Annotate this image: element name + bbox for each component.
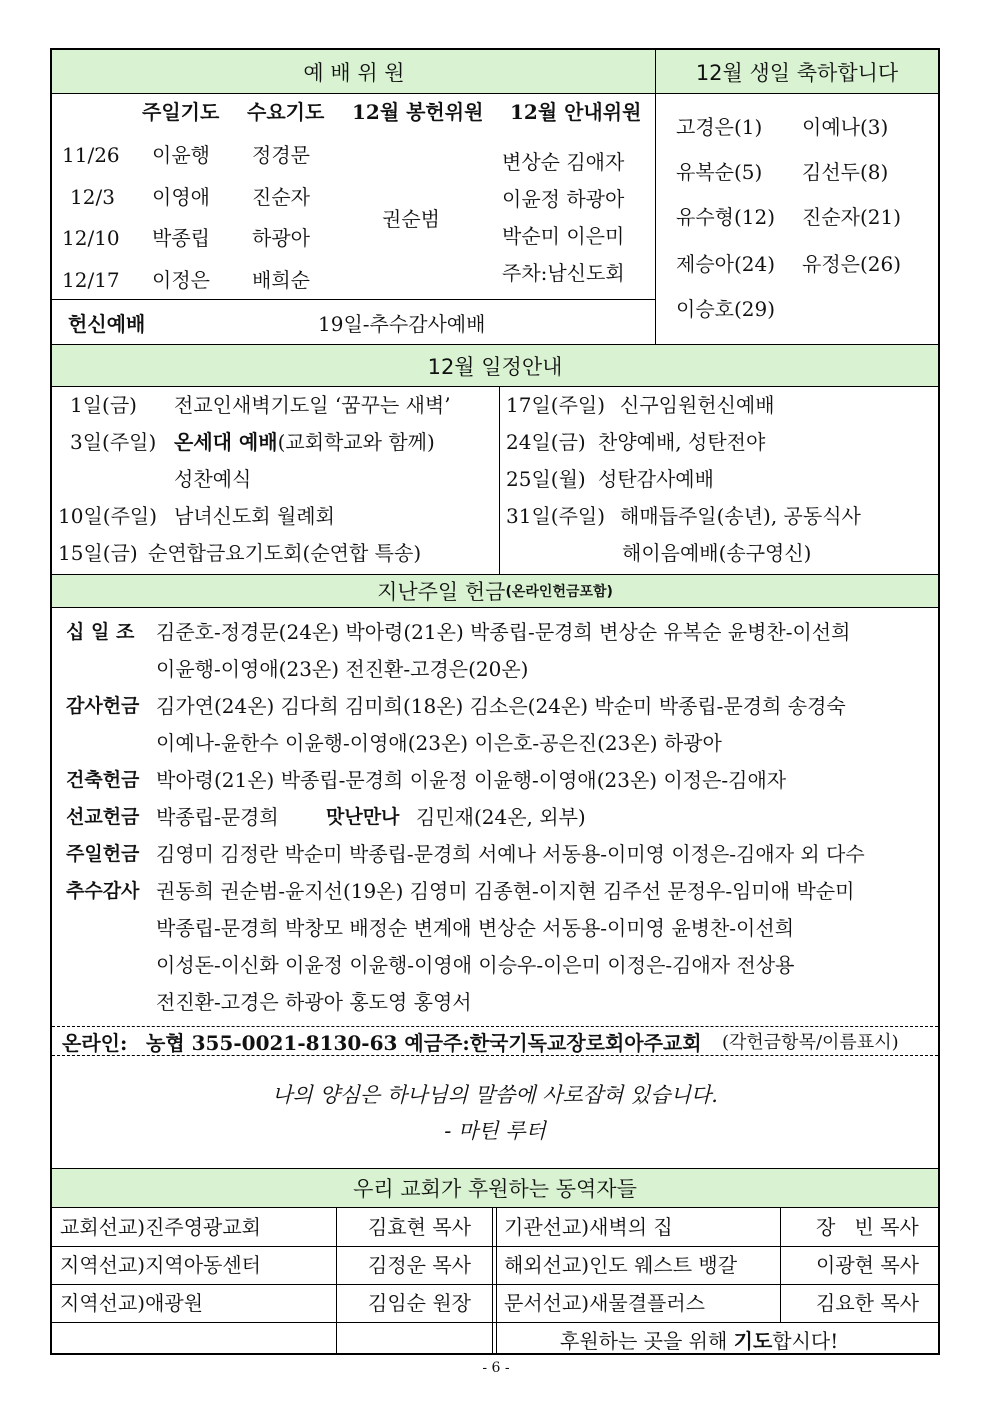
support-org: 지역선교)애광원 — [60, 1291, 204, 1315]
schedule-event-rest: (교회학교와 함께) — [277, 430, 435, 454]
schedule-date: 24일(금) — [506, 430, 586, 454]
divider — [52, 1284, 938, 1285]
divider — [52, 299, 656, 300]
harvest-line: 박종립-문경희 박창모 배정순 변계애 변상순 서동용-이미영 윤병찬-이선희 — [156, 916, 795, 940]
guide-line: 주차:남신도회 — [502, 261, 625, 285]
building-label: 건축헌금 — [66, 769, 140, 791]
online-account: 농협 355-0021-8130-63 예금주:한국기독교장로회아주교회 — [146, 1031, 702, 1055]
dedication-value: 19일-추수감사예배 — [318, 312, 486, 336]
bulletin-page — [50, 48, 940, 1355]
offering-header-note: (온라인헌금포함) — [505, 584, 613, 600]
schedule-event: 순연합금요기도회(순연합 특송) — [148, 541, 422, 565]
birthday-name: 진순자(21) — [802, 205, 902, 229]
divider — [52, 1322, 938, 1323]
support-person: 이광현 목사 — [816, 1253, 919, 1277]
birthday-name: 김선두(8) — [802, 160, 889, 184]
birthday-name: 유복순(5) — [676, 160, 763, 184]
birthday-name: 고경은(1) — [676, 115, 763, 139]
schedule-event: 전교인새벽기도일 ‘꿈꾸는 새벽’ — [174, 393, 451, 417]
first-offering-line: 김민재(24온, 외부) — [416, 805, 586, 829]
tithe-label: 십 일 조 — [66, 621, 135, 643]
worship-header-text: 예 배 위 원 — [303, 60, 405, 85]
schedule-date: 10일(주일) — [58, 504, 158, 528]
harvest-label: 추수감사 — [66, 880, 140, 902]
schedule-event: 성찬예식 — [174, 467, 252, 491]
schedule-date: 1일(금) — [70, 393, 137, 417]
row-sunday: 이영애 — [152, 185, 210, 209]
harvest-line: 전진환-고경은 하광아 홍도영 홍영서 — [156, 990, 472, 1014]
support-org: 지역선교)지역아동센터 — [60, 1253, 262, 1277]
divider — [52, 1026, 938, 1027]
support-org: 교회선교)진주영광교회 — [60, 1215, 262, 1239]
thanks-label: 감사헌금 — [66, 695, 140, 717]
offering-header-text: 지난주일 헌금 — [377, 580, 506, 604]
quote-text: 나의 양심은 하나님의 말씀에 사로잡혀 있습니다. — [272, 1083, 718, 1107]
row-wednesday: 정경문 — [252, 143, 310, 167]
row-wednesday: 배희순 — [252, 268, 310, 292]
schedule-event: 해매듭주일(송년), 공동식사 — [620, 504, 861, 528]
support-person: 김정운 목사 — [368, 1253, 471, 1277]
offering-member: 권순범 — [382, 207, 440, 231]
birthday-name: 유수형(12) — [676, 205, 776, 229]
thanks-line: 이예나-윤한수 이윤행-이영애(23온) 이은호-공은진(23온) 하광아 — [156, 731, 722, 755]
divider — [52, 1246, 938, 1247]
schedule-date: 17일(주일) — [506, 393, 606, 417]
row-sunday: 이윤행 — [152, 143, 210, 167]
schedule-event-bold: 온세대 예배 — [174, 430, 278, 454]
online-note: (각헌금항목/이름표시) — [722, 1032, 899, 1053]
row-sunday: 박종립 — [152, 226, 210, 250]
schedule-event: 남녀신도회 월례회 — [174, 504, 335, 528]
support-header-text: 우리 교회가 후원하는 동역자들 — [353, 1177, 637, 1201]
guide-line: 박순미 이은미 — [502, 224, 625, 248]
support-person: 김임순 원장 — [368, 1291, 471, 1315]
page-number: - 6 - — [482, 1360, 510, 1376]
support-org: 기관선교)새벽의 집 — [504, 1215, 673, 1239]
divider — [496, 1208, 497, 1355]
support-person: 김효현 목사 — [368, 1215, 471, 1239]
divider — [336, 1208, 337, 1355]
building-line: 박아령(21온) 박종립-문경희 이윤정 이윤행-이영애(23온) 이정은-김애자 — [156, 768, 787, 792]
row-date: 11/26 — [62, 143, 120, 167]
birthday-name: 유정은(26) — [802, 252, 902, 276]
prayer-note — [560, 1329, 838, 1353]
divider — [499, 387, 500, 575]
schedule-date: 3일(주일) — [70, 430, 157, 454]
schedule-header — [52, 345, 938, 387]
dedication-label: 헌신예배 — [68, 312, 146, 336]
sunday-offering-label: 주일헌금 — [66, 843, 140, 865]
harvest-line: 이성돈-이신화 이윤정 이윤행-이영애 이승우-이은미 이정은-김애자 전상용 — [156, 953, 795, 977]
offering-header — [52, 575, 938, 608]
prayer-note-bold: 기도 — [733, 1329, 773, 1353]
schedule-event: 찬양예배, 성탄전야 — [598, 430, 766, 454]
row-wednesday: 하광아 — [252, 226, 310, 250]
col-wednesday-prayer: 수요기도 — [247, 100, 325, 124]
guide-line: 변상순 김애자 — [502, 150, 625, 174]
col-sunday-prayer: 주일기도 — [142, 100, 220, 124]
mission-label: 선교헌금 — [66, 806, 140, 828]
support-org: 해외선교)인도 웨스트 뱅갈 — [504, 1253, 738, 1277]
prayer-note-pre: 후원하는 곳을 위해 — [560, 1329, 728, 1353]
schedule-header-text: 12월 일정안내 — [427, 354, 563, 379]
mission-line: 박종립-문경희 — [156, 805, 279, 829]
schedule-event: 해이음예배(송구영신) — [622, 541, 812, 565]
support-person: 김요한 목사 — [816, 1291, 919, 1315]
birthday-header — [656, 50, 938, 94]
row-date: 12/17 — [62, 268, 120, 292]
tithe-line: 김준호-정경문(24온) 박아령(21온) 박종립-문경희 변상순 유복순 윤병찬-이선희 — [156, 620, 851, 644]
harvest-line: 권동희 권순범-윤지선(19온) 김영미 김종현-이지현 김주선 문정우-임미애 박순미 — [156, 879, 855, 903]
birthday-header-text: 12월 생일 축하합니다 — [695, 60, 899, 85]
schedule-date: 31일(주일) — [506, 504, 606, 528]
schedule-event — [174, 430, 435, 454]
first-offering-label: 맛난만나 — [326, 806, 400, 828]
birthday-name: 이승호(29) — [676, 297, 776, 321]
col-guide-committee: 12월 안내위원 — [510, 100, 642, 124]
schedule-event: 성탄감사예배 — [598, 467, 714, 491]
schedule-date: 15일(금) — [58, 541, 138, 565]
divider — [492, 1208, 493, 1355]
guide-line: 이윤정 하광아 — [502, 187, 625, 211]
row-sunday: 이정은 — [152, 268, 210, 292]
worship-committee-header — [52, 50, 656, 94]
birthday-name: 이예나(3) — [802, 115, 889, 139]
prayer-note-post: 합시다! — [772, 1329, 839, 1353]
birthday-name: 제승아(24) — [676, 252, 776, 276]
schedule-date: 25일(월) — [506, 467, 586, 491]
col-offering-committee: 12월 봉헌위원 — [352, 100, 484, 124]
thanks-line: 김가연(24온) 김다희 김미희(18온) 김소은(24온) 박순미 박종립-문경희 송경숙 — [156, 694, 846, 718]
sunday-offering-line: 김영미 김정란 박순미 박종립-문경희 서예나 서동용-이미영 이정은-김애자 외 다수 — [156, 842, 865, 866]
row-wednesday: 진순자 — [252, 185, 310, 209]
divider — [655, 50, 656, 345]
quote-author: - 마틴 루터 — [444, 1119, 546, 1143]
row-date: 12/3 — [70, 185, 115, 209]
row-date: 12/10 — [62, 226, 120, 250]
support-header — [52, 1169, 938, 1208]
support-org: 문서선교)새물결플러스 — [504, 1291, 706, 1315]
schedule-event: 신구임원헌신예배 — [620, 393, 775, 417]
divider — [52, 1055, 938, 1056]
divider — [780, 1208, 781, 1322]
tithe-line: 이윤행-이영애(23온) 전진환-고경은(20온) — [156, 657, 529, 681]
support-person: 장 빈 목사 — [816, 1215, 919, 1239]
online-label: 온라인: — [62, 1031, 128, 1055]
